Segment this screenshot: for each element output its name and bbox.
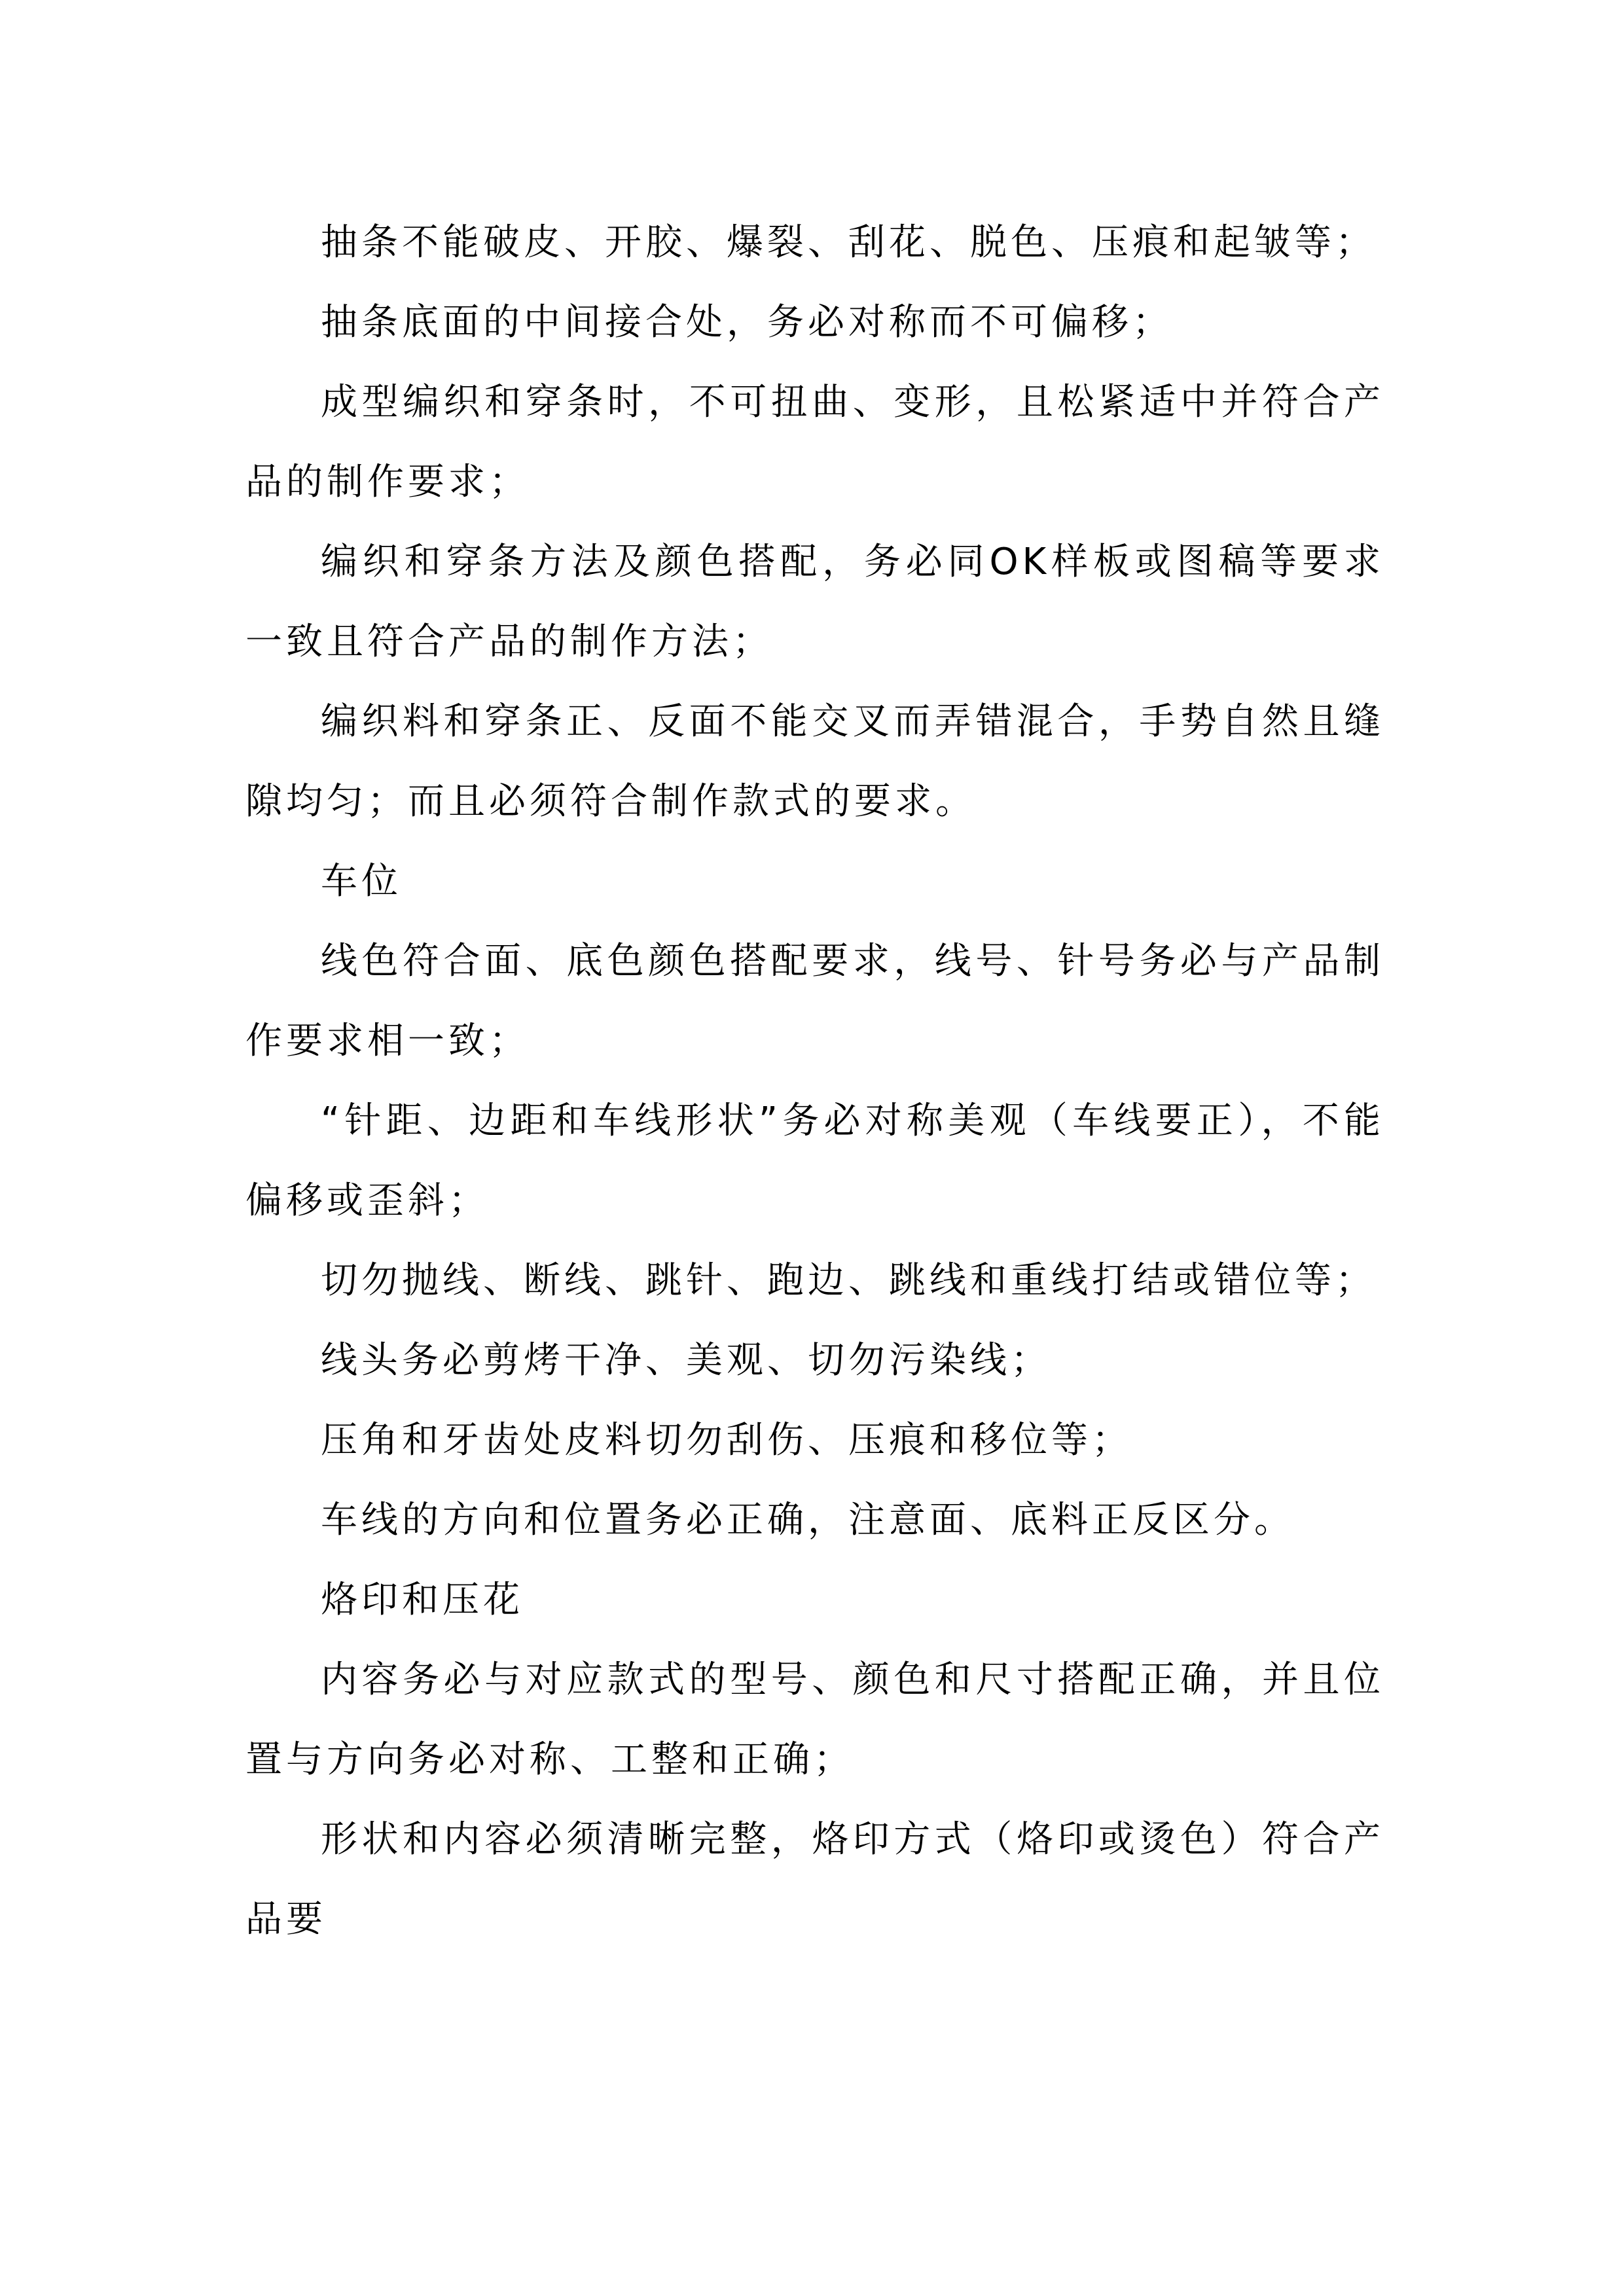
section-heading-sewing: 车位 [321, 860, 402, 903]
paragraph-branding-content: 内容务必与对应款式的型号、颜色和尺寸搭配正确，并且位置与方向务必对称、工整和正确； [245, 1659, 1384, 1781]
paragraph-thread-color: 线色符合面、底色颜色搭配要求，线号、针号务必与产品制作要求相一致； [245, 940, 1384, 1062]
paragraph-stitch-direction: 车线的方向和位置务必正确，注意面、底料正反区分。 [321, 1499, 1295, 1541]
paragraph-thread-ends: 线头务必剪烤干净、美观、切勿污染线； [321, 1339, 1051, 1382]
paragraph-stitch-defects: 切勿抛线、断线、跳针、跑边、跳线和重线打结或错位等； [321, 1259, 1376, 1302]
section-heading-branding-embossing: 烙印和压花 [321, 1579, 524, 1621]
paragraph-stitch-spacing: “针距、边距和车线形状”务必对称美观（车线要正），不能偏移或歪斜； [245, 1100, 1384, 1222]
paragraph-corners: 压角和牙齿处皮料切勿刮伤、压痕和移位等； [321, 1419, 1132, 1462]
paragraph-weaving-material: 编织料和穿条正、反面不能交叉而弄错混合，手势自然且缝隙均匀；而且必须符合制作款式的要求。 [245, 700, 1384, 823]
paragraph-strip-joint: 抽条底面的中间接合处，务必对称而不可偏移； [321, 301, 1173, 344]
paragraph-branding-shape: 形状和内容必须清晰完整，烙印方式（烙印或烫色）符合产品要 [245, 1818, 1384, 1941]
paragraph-strip-defects: 抽条不能破皮、开胶、爆裂、刮花、脱色、压痕和起皱等； [321, 221, 1376, 264]
document-body [245, 203, 1384, 1960]
paragraph-weaving-forming: 成型编织和穿条时，不可扭曲、变形，且松紧适中并符合产品的制作要求； [245, 381, 1384, 503]
paragraph-weaving-method: 编织和穿条方法及颜色搭配，务必同OK样板或图稿等要求一致且符合产品的制作方法； [245, 541, 1384, 663]
